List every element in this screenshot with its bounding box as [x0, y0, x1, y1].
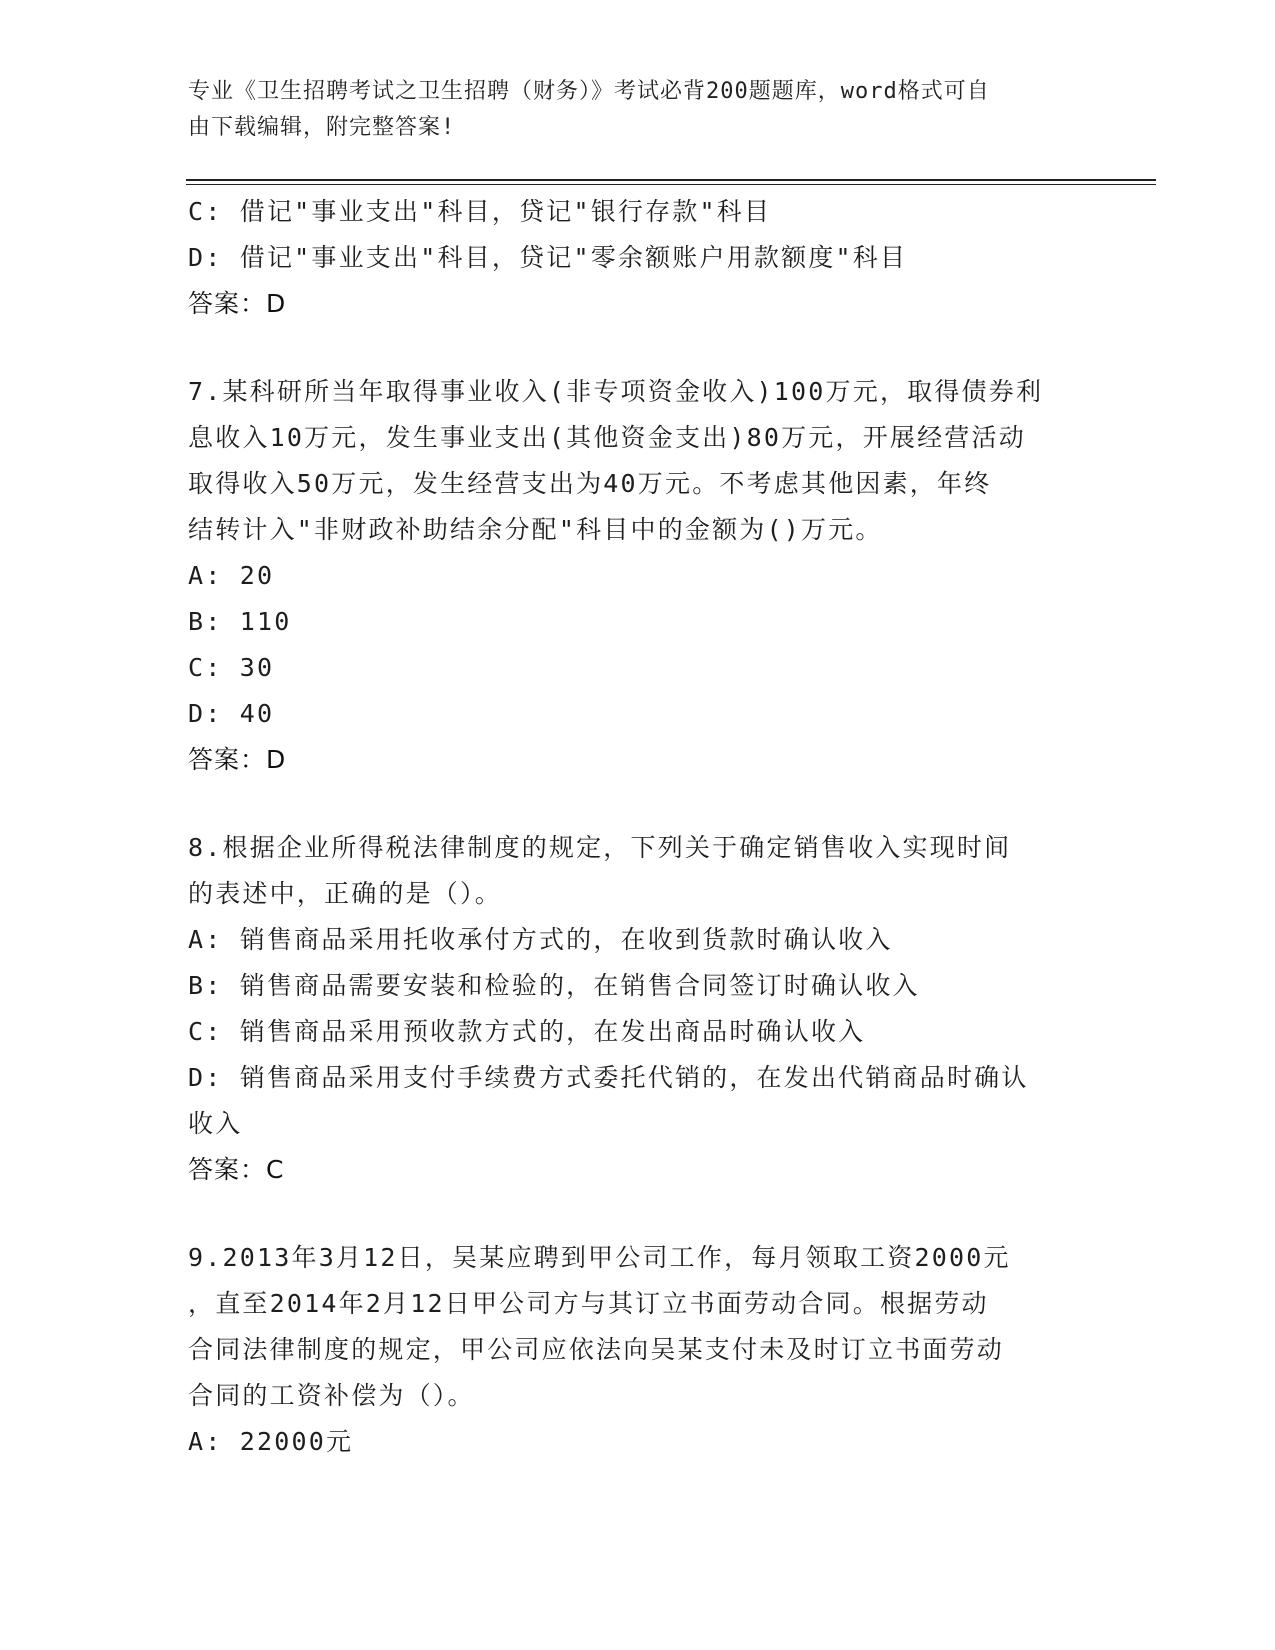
option-a: A: 销售商品采用托收承付方式的，在收到货款时确认收入 — [188, 925, 893, 954]
spacer — [188, 327, 1088, 369]
question-stem-line: ，直至2014年2月12日甲公司方与其订立书面劳动合同。根据劳动 — [188, 1289, 989, 1318]
option-a: A: 22000元 — [188, 1427, 354, 1456]
option-d: D: 销售商品采用支付手续费方式委托代销的，在发出代销商品时确认 — [188, 1063, 1029, 1092]
spacer — [188, 1193, 1088, 1235]
answer-line: 答案：C — [188, 1155, 285, 1184]
question-stem-line: 9.2013年3月12日，吴某应聘到甲公司工作，每月领取工资2000元 — [188, 1243, 1011, 1272]
header-title-line-1: 专业《卫生招聘考试之卫生招聘（财务）》考试必背200题题库，word格式可自 — [188, 79, 990, 104]
option-a: A: 20 — [188, 561, 275, 590]
question-stem-line: 8.根据企业所得税法律制度的规定，下列关于确定销售收入实现时间 — [188, 833, 1012, 862]
option-c: C: 销售商品采用预收款方式的，在发出商品时确认收入 — [188, 1017, 866, 1046]
option-d: D: 借记"事业支出"科目，贷记"零余额账户用款额度"科目 — [188, 243, 908, 272]
header-rule-thin — [186, 184, 1156, 185]
option-b: B: 销售商品需要安装和检验的，在销售合同签订时确认收入 — [188, 971, 920, 1000]
page-header — [188, 74, 1068, 146]
question-stem-line: 7.某科研所当年取得事业收入(非专项资金收入)100万元，取得债券利 — [188, 377, 1044, 406]
question-8 — [188, 825, 1088, 1193]
question-stem-line: 息收入10万元，发生事业支出(其他资金支出)80万元，开展经营活动 — [188, 423, 1026, 452]
question-stem-line: 取得收入50万元，发生经营支出为40万元。不考虑其他因素，年终 — [188, 469, 992, 498]
option-d-continuation: 收入 — [188, 1109, 243, 1138]
option-c: C: 30 — [188, 653, 275, 682]
question-stem-line: 合同法律制度的规定，甲公司应依法向吴某支付未及时订立书面劳动 — [188, 1335, 1005, 1364]
question-stem-line: 的表述中，正确的是（）。 — [188, 879, 502, 908]
spacer — [188, 783, 1088, 825]
answer-line: 答案：D — [188, 745, 287, 774]
question-6-tail — [188, 189, 1088, 327]
option-d: D: 40 — [188, 699, 275, 728]
question-9 — [188, 1235, 1088, 1465]
option-c: C: 借记"事业支出"科目，贷记"银行存款"科目 — [188, 197, 772, 226]
header-title-line-2: 由下载编辑，附完整答案! — [188, 115, 456, 140]
document-body — [188, 189, 1088, 1465]
question-stem-line: 结转计入"非财政补助结余分配"科目中的金额为()万元。 — [188, 515, 883, 544]
option-b: B: 110 — [188, 607, 292, 636]
question-stem-line: 合同的工资补偿为（）。 — [188, 1381, 475, 1410]
answer-line: 答案：D — [188, 289, 287, 318]
header-rule-thick — [186, 179, 1156, 181]
question-7 — [188, 369, 1088, 783]
